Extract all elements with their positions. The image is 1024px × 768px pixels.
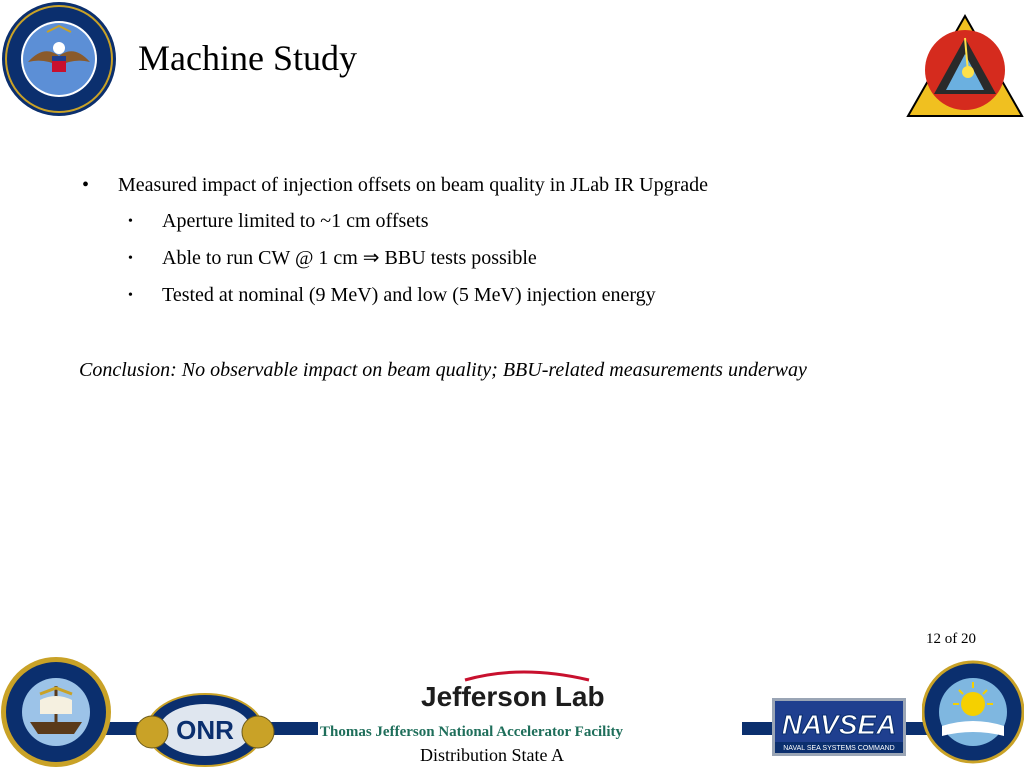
sub-bullet-dot: •	[128, 214, 133, 229]
facility-name: Thomas Jefferson National Accelerator Facility	[320, 724, 623, 740]
onr-logo	[130, 692, 280, 768]
slide-title: Machine Study	[138, 38, 357, 78]
conclusion-text: Conclusion: No observable impact on beam quality; BBU-related measurements underway	[79, 359, 807, 381]
sub-bullet-3: Tested at nominal (9 MeV) and low (5 MeV) injection energy	[162, 284, 656, 306]
bullet-dot: •	[82, 174, 90, 196]
bullet-main: Measured impact of injection offsets on beam quality in JLab IR Upgrade	[118, 174, 709, 196]
sub-bullet-1: Aperture limited to ~1 cm offsets	[162, 210, 429, 232]
navsea-logo-text: NAVSEA	[781, 709, 897, 740]
navsea-logo	[772, 698, 906, 756]
onr-logo-text: ONR	[176, 715, 234, 745]
sub-bullet-dot: •	[128, 288, 133, 303]
jefferson-lab-logo	[421, 670, 611, 714]
sub-bullet-dot: •	[128, 251, 133, 266]
dod-seal-logo	[0, 0, 118, 118]
navsea-subtext: NAVAL SEA SYSTEMS COMMAND	[783, 745, 895, 752]
joint-technology-office-logo	[906, 14, 1024, 120]
distribution-statement: Distribution State A	[420, 745, 564, 765]
navy-seal-logo	[0, 656, 112, 768]
jefferson-lab-logo-text: Jefferson Lab	[421, 681, 605, 712]
pms-405-logo	[922, 656, 1024, 768]
sub-bullet-2: Able to run CW @ 1 cm ⇒ BBU tests possible	[162, 247, 537, 269]
page-number: 12 of 20	[926, 631, 976, 647]
